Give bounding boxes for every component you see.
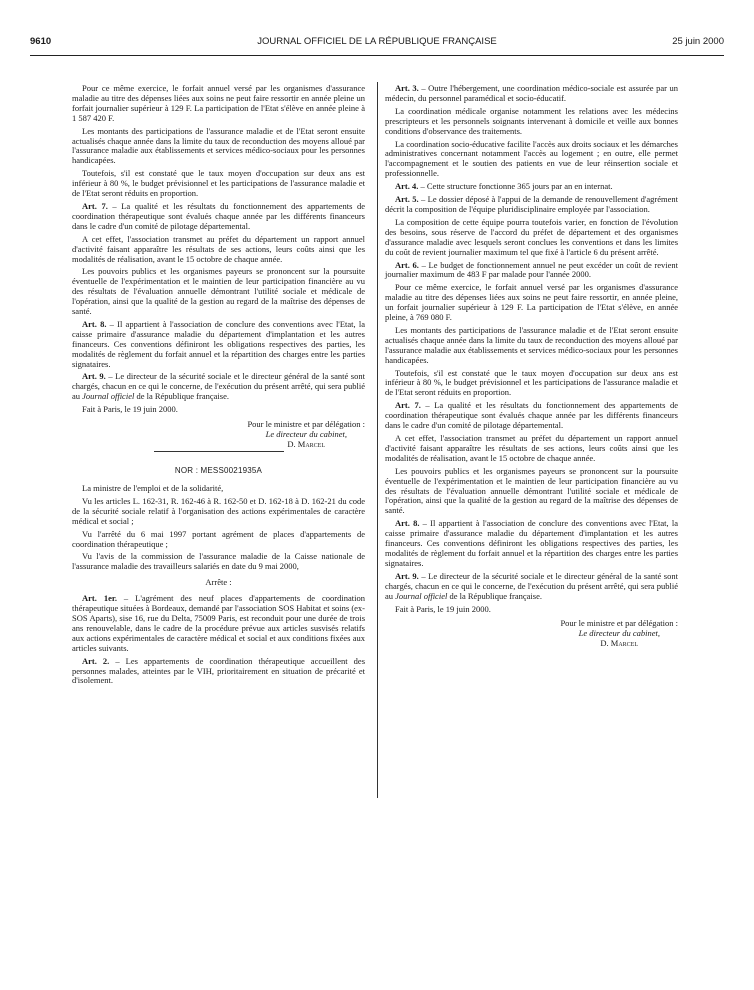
- signature-block: [385, 618, 678, 648]
- article-9: [72, 372, 365, 402]
- article-7: [385, 401, 678, 431]
- article-label: Art. 7.: [82, 200, 108, 211]
- article-text: – La qualité et les résultats du fonctionnement des appartements de coordination thérapeutique sont évalués chaque année par les différents financeurs dans le cadre d'un comité de pilotage départemental.: [72, 200, 365, 231]
- article-text: de la République française.: [134, 391, 229, 402]
- article-6: [385, 261, 678, 281]
- signature-line: Pour le ministre et par délégation :: [247, 419, 365, 430]
- journal-reference: Journal officiel: [82, 391, 135, 402]
- article-label: Art. 4.: [395, 181, 419, 192]
- article-text: – Il appartient à l'association de conclure des conventions avec l'Etat, la caisse primaire d'assurance maladie du département d'implantation et les autres financeurs. Ces conventions définiront les obligations respectives des parties, les modalités de règlement du forfait annuel et la répartition des charges entre les parties signataires.: [385, 518, 678, 568]
- paragraph: La composition de cette équipe pourra toutefois varier, en fonction de l'évolution des besoins, sous réserve de l'accord du préfet de département et des organismes d'assurance maladie avec lesquels seront conclues les conventions et dans les limites du coût de revient journalier maximum tel que fixé à l'article 6 du présent arrêté.: [385, 216, 678, 257]
- article-text: – Outre l'hébergement, une coordination médico-sociale est assurée par un médecin, du personnel paramédical et socio-éducatif.: [385, 83, 678, 103]
- paragraph: Pour ce même exercice, le forfait annuel versé par les organismes d'assurance maladie au titre des dépenses liées aux soins ne peut faire ressortir en année pleine un forfait journalier supérieur à 129 F. La participation de l'Etat s'élève en année pleine à 1 587 420 F.: [72, 83, 365, 123]
- article-label: Art. 9.: [82, 371, 106, 382]
- signature-title: Le directeur du cabinet,: [578, 628, 660, 639]
- article-3: [385, 84, 678, 104]
- article-label: Art. 8.: [395, 518, 420, 529]
- article-label: Art. 6.: [395, 259, 419, 270]
- paragraph: Les pouvoirs publics et les organismes payeurs se prononcent sur la poursuite éventuelle de l'expérimentation et le maintien de leur participation financière au vu des résultats de l'évaluation annuelle démontrant l'utilité sociale et médicale de l'opération, ainsi que la qualité de la gestion au regard de la maîtrise des dépenses de santé.: [385, 465, 678, 516]
- page-header: [30, 36, 724, 50]
- article-8: [72, 320, 365, 370]
- signatory-name: D. Marcel: [287, 439, 325, 450]
- article-text: – Les appartements de coordination thérapeutique accueillent des personnes malades, atteintes par le VIH, prioritairement en situation de précarité et d'isolement.: [72, 655, 366, 686]
- article-label: Art. 5.: [395, 194, 419, 205]
- paragraph: A cet effet, l'association transmet au préfet du département un rapport annuel d'activité faisant apparaître les résultats de ses actions, leurs coûts ainsi que les modalités de réalisation, avant le 15 octobre de chaque année.: [72, 233, 365, 264]
- header-rule: [30, 55, 724, 56]
- article-text: de la République française.: [447, 590, 542, 601]
- signature-block: [72, 419, 365, 449]
- left-column: [72, 84, 365, 689]
- article-4: [385, 182, 678, 192]
- article-1: [72, 594, 365, 653]
- signatory-name: D. Marcel: [600, 638, 638, 649]
- article-text: – La qualité et les résultats du fonctionnement des appartements de coordination thérapeutique sont évalués chaque année par les différents financeurs dans le cadre d'un comité de pilotage départemental.: [385, 400, 678, 431]
- article-label: Art. 9.: [395, 570, 419, 581]
- paragraph: Toutefois, s'il est constaté que le taux moyen d'occupation sur deux ans est inférieur à 80 %, le budget prévisionnel et les participations de l'assurance maladie et de l'Etat seront réduits en proportion.: [72, 168, 365, 199]
- article-8: [385, 519, 678, 569]
- article-label: Art. 8.: [82, 318, 107, 329]
- signature-title: Le directeur du cabinet,: [265, 429, 347, 440]
- article-7: [72, 202, 365, 232]
- article-9: [385, 572, 678, 602]
- arrete-heading: Arrête :: [205, 577, 232, 588]
- visa-2: Vu l'arrêté du 6 mai 1997 portant agrément de places d'appartements de coordination thérapeutique ;: [72, 528, 365, 549]
- visa-3: Vu l'avis de la commission de l'assurance maladie de la Caisse nationale de l'assurance maladie des travailleurs salariés en date du 9 mai 2000,: [72, 551, 365, 572]
- section-separator: [154, 451, 284, 452]
- signature-line: Pour le ministre et par délégation :: [560, 618, 678, 629]
- article-text: – L'agrément des neuf places d'appartements de coordination thérapeutique situées à Bordeaux, demandé par l'association SOS Habitat et soins (ex-SOS Aparts), sise 16, rue du Delta, 75009 Paris, est reconduit pour une durée de trois ans renouvelable, dans le cadre de la procédure prévue aux articles susvisés relatifs aux actions expérimentales de caractère médical et social et aux conditions fixées aux articles suivants.: [72, 593, 365, 653]
- journal-title: JOURNAL OFFICIEL DE LA RÉPUBLIQUE FRANÇAISE: [257, 36, 497, 47]
- column-divider: [377, 82, 378, 798]
- page-number: 9610: [30, 36, 52, 47]
- place-date: Fait à Paris, le 19 juin 2000.: [82, 404, 178, 415]
- paragraph: La coordination socio-éducative facilite l'accès aux droits sociaux et les démarches administratives concernant notamment l'accès au logement ; en outre, elle permet l'accompagnement et le soutien des patients en vue de leur réinsertion sociale et professionnelle.: [385, 138, 678, 179]
- paragraph: La coordination médicale organise notamment les relations avec les médecins prescripteurs et les personnels soignants intervenant à domicile et veille aux bonnes conditions d'observance des traitements.: [385, 105, 678, 136]
- paragraph: Les montants des participations de l'assurance maladie et de l'Etat seront ensuite actualisés chaque année dans la limite du taux de reconduction des moyens alloué par l'assurance maladie aux établissements et services médico-sociaux pour les personnes handicapées.: [72, 125, 365, 166]
- place-date: Fait à Paris, le 19 juin 2000.: [395, 603, 491, 614]
- right-column: [385, 84, 678, 648]
- article-label: Art. 3.: [395, 83, 419, 93]
- article-5: [385, 195, 678, 215]
- article-text: – Le budget de fonctionnement annuel ne peut excéder un coût de revient journalier maximum de 483 F par malade pour l'année 2000.: [385, 259, 678, 280]
- paragraph: Les montants des participations de l'assurance maladie et de l'Etat seront ensuite actualisés chaque année dans la limite du taux de reconduction des moyens alloué par l'assurance maladie aux établissements et services médico-sociaux pour les personnes handicapées.: [385, 324, 678, 365]
- paragraph: Toutefois, s'il est constaté que le taux moyen d'occupation sur deux ans est inférieur à 80 %, le budget prévisionnel et les participations de l'assurance maladie et de l'Etat seront réduits en proportion.: [385, 367, 678, 398]
- article-text: – Le dossier déposé à l'appui de la demande de renouvellement d'agrément décrit la composition de l'équipe pluridisciplinaire employée par l'association.: [385, 194, 678, 214]
- article-label: Art. 1er.: [82, 593, 117, 604]
- article-label: Art. 2.: [82, 655, 110, 666]
- article-text: – Le directeur de la sécurité sociale et le directeur général de la santé sont chargés, chacun en ce qui le concerne, de l'exécution du présent arrêté, qui sera publié au: [385, 570, 678, 601]
- journal-reference: Journal officiel: [395, 590, 448, 601]
- article-2: [72, 657, 365, 687]
- paragraph: A cet effet, l'association transmet au préfet du département un rapport annuel d'activité faisant apparaître les résultats de ses actions, leurs coûts ainsi que les modalités de réalisation, avant le 15 octobre de chaque année.: [385, 433, 678, 463]
- visa-1: Vu les articles L. 162-31, R. 162-46 à R. 162-50 et D. 162-18 à D. 162-21 du code de la sécurité sociale relatif à l'organisation des actions expérimentales de caractère médical et social ;: [72, 495, 365, 526]
- paragraph: Les pouvoirs publics et les organismes payeurs se prononcent sur la poursuite éventuelle de l'expérimentation et le maintien de leur participation financière au vu des résultats de l'évaluation annuelle démontrant l'utilité sociale et médicale de l'opération, ainsi que la qualité de la gestion au regard de la maîtrise des dépenses de santé.: [72, 266, 365, 317]
- article-label: Art. 7.: [395, 400, 421, 411]
- nor-reference: NOR : MESS0021935A: [174, 466, 263, 476]
- article-text: – Le directeur de la sécurité sociale et le directeur général de la santé sont chargés, chacun en ce qui le concerne, de l'exécution du présent arrêté, qui sera publié au: [72, 371, 365, 402]
- paragraph: Pour ce même exercice, le forfait annuel versé par les organismes d'assurance maladie au titre des dépenses liées aux soins ne peut faire ressortir, en année pleine, un forfait journalier supérieur à 129 F. La participation de l'Etat s'élève, en année pleine, à 769 080 F.: [385, 282, 678, 323]
- article-text: – Il appartient à l'association de conclure des conventions avec l'Etat, la caisse primaire d'assurance maladie du département d'implantation et les autres financeurs. Ces conventions définiront les obligations respectives des parties, les modalités de règlement du forfait annuel et la répartition des charges entre les parties signataires.: [72, 318, 365, 369]
- article-text: – Cette structure fonctionne 365 jours par an en internat.: [418, 181, 613, 192]
- minister-line: La ministre de l'emploi et de la solidarité,: [82, 483, 224, 493]
- issue-date: 25 juin 2000: [672, 36, 724, 47]
